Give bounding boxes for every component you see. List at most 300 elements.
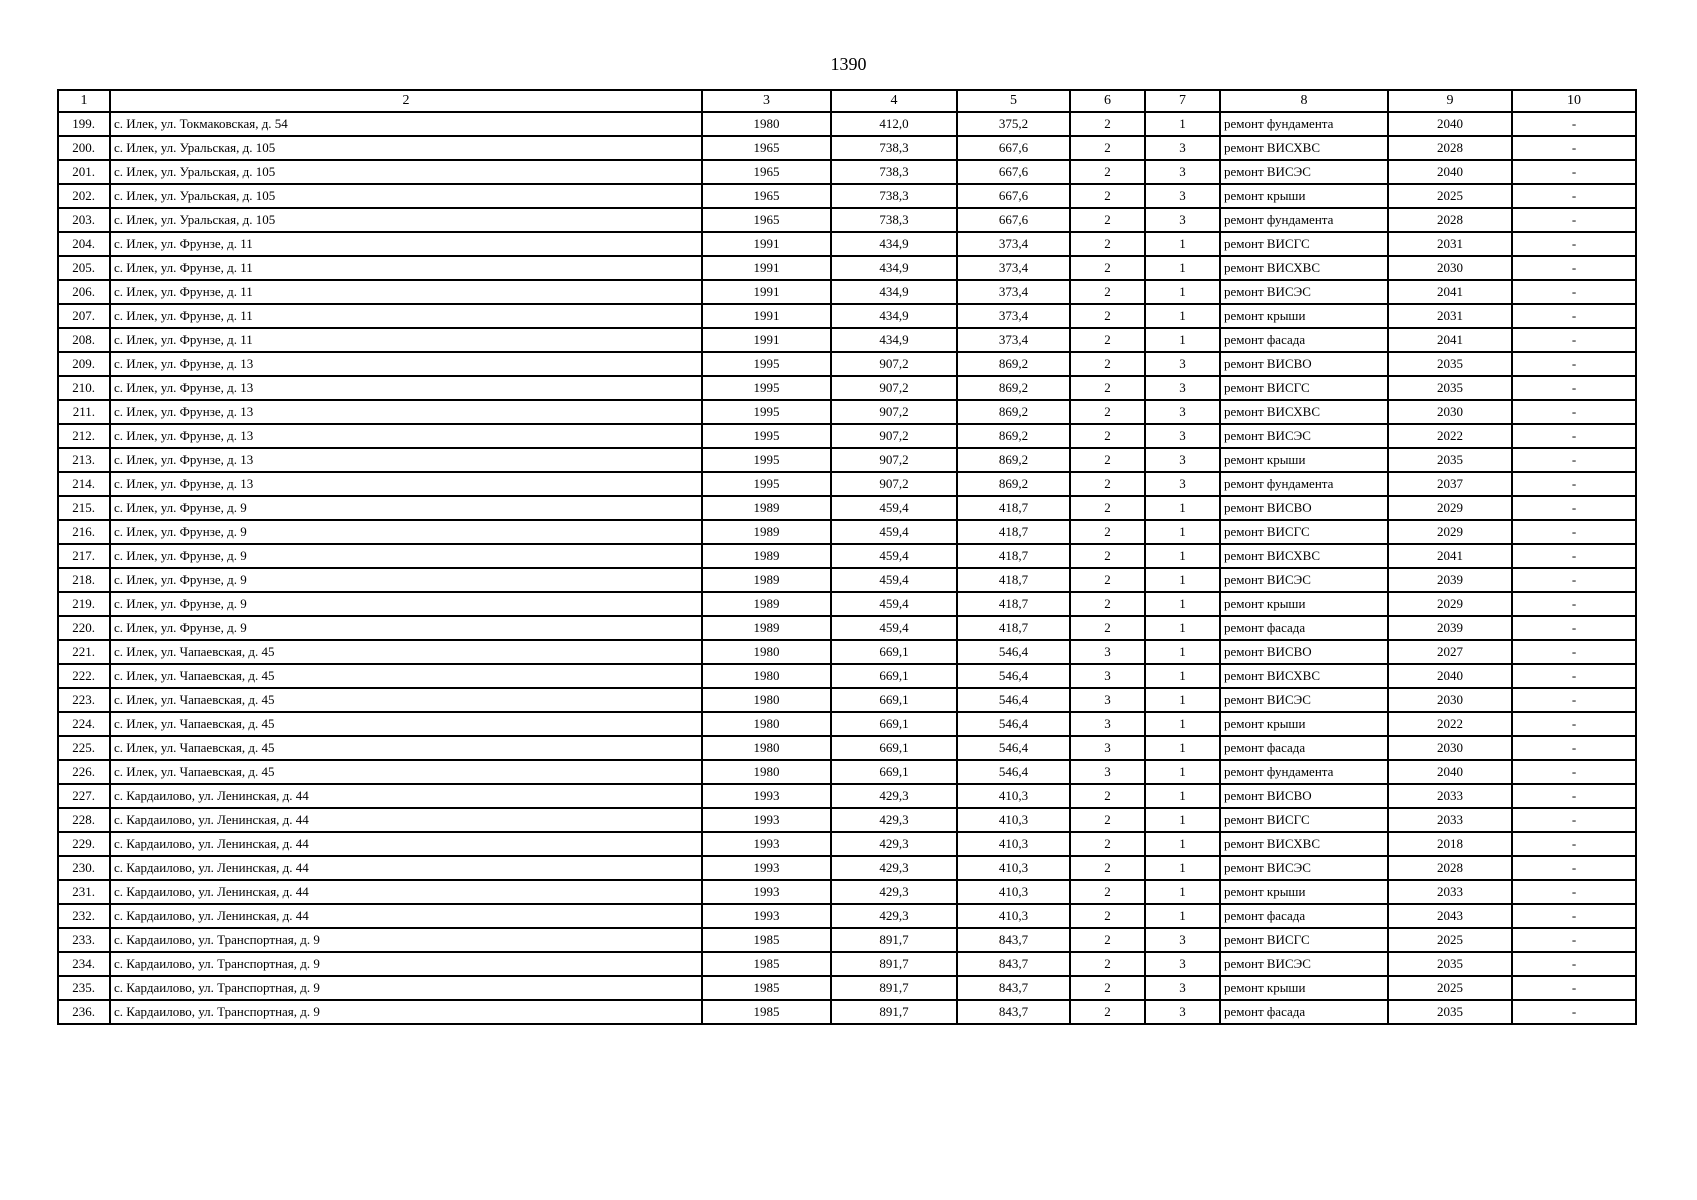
header-cell: 7 bbox=[1145, 90, 1220, 112]
year-cell: 1980 bbox=[702, 112, 831, 136]
row-number-cell: 227. bbox=[58, 784, 110, 808]
floors-cell: 2 bbox=[1070, 280, 1145, 304]
header-row bbox=[58, 90, 1636, 112]
living-area-cell: 869,2 bbox=[957, 352, 1070, 376]
plan-year-cell: 2037 bbox=[1388, 472, 1512, 496]
entrances-cell: 3 bbox=[1145, 208, 1220, 232]
table-row bbox=[58, 184, 1636, 208]
living-area-cell: 373,4 bbox=[957, 280, 1070, 304]
header-cell: 6 bbox=[1070, 90, 1145, 112]
total-area-cell: 459,4 bbox=[831, 568, 957, 592]
work-type-cell: ремонт ВИСВО bbox=[1220, 640, 1388, 664]
living-area-cell: 869,2 bbox=[957, 376, 1070, 400]
table-row bbox=[58, 256, 1636, 280]
plan-year-cell: 2033 bbox=[1388, 784, 1512, 808]
plan-year-cell: 2039 bbox=[1388, 616, 1512, 640]
table-row bbox=[58, 232, 1636, 256]
year-cell: 1993 bbox=[702, 856, 831, 880]
work-type-cell: ремонт фундамента bbox=[1220, 760, 1388, 784]
note-cell: - bbox=[1512, 592, 1636, 616]
row-number-cell: 211. bbox=[58, 400, 110, 424]
total-area-cell: 429,3 bbox=[831, 832, 957, 856]
note-cell: - bbox=[1512, 760, 1636, 784]
work-type-cell: ремонт ВИСХВС bbox=[1220, 544, 1388, 568]
floors-cell: 2 bbox=[1070, 184, 1145, 208]
plan-year-cell: 2030 bbox=[1388, 400, 1512, 424]
work-type-cell: ремонт ВИСЭС bbox=[1220, 688, 1388, 712]
plan-year-cell: 2029 bbox=[1388, 496, 1512, 520]
address-cell: с. Илек, ул. Уральская, д. 105 bbox=[110, 184, 702, 208]
table-row bbox=[58, 592, 1636, 616]
table-row bbox=[58, 328, 1636, 352]
note-cell: - bbox=[1512, 856, 1636, 880]
entrances-cell: 1 bbox=[1145, 616, 1220, 640]
row-number-cell: 216. bbox=[58, 520, 110, 544]
year-cell: 1991 bbox=[702, 256, 831, 280]
year-cell: 1989 bbox=[702, 616, 831, 640]
floors-cell: 2 bbox=[1070, 304, 1145, 328]
entrances-cell: 3 bbox=[1145, 400, 1220, 424]
row-number-cell: 210. bbox=[58, 376, 110, 400]
table-row bbox=[58, 352, 1636, 376]
entrances-cell: 1 bbox=[1145, 904, 1220, 928]
year-cell: 1995 bbox=[702, 448, 831, 472]
floors-cell: 2 bbox=[1070, 208, 1145, 232]
total-area-cell: 434,9 bbox=[831, 280, 957, 304]
row-number-cell: 213. bbox=[58, 448, 110, 472]
year-cell: 1993 bbox=[702, 784, 831, 808]
note-cell: - bbox=[1512, 784, 1636, 808]
total-area-cell: 907,2 bbox=[831, 424, 957, 448]
year-cell: 1989 bbox=[702, 592, 831, 616]
work-type-cell: ремонт ВИСХВС bbox=[1220, 256, 1388, 280]
address-cell: с. Кардаилово, ул. Транспортная, д. 9 bbox=[110, 1000, 702, 1024]
note-cell: - bbox=[1512, 688, 1636, 712]
address-cell: с. Илек, ул. Чапаевская, д. 45 bbox=[110, 664, 702, 688]
floors-cell: 3 bbox=[1070, 760, 1145, 784]
work-type-cell: ремонт ВИСЭС bbox=[1220, 568, 1388, 592]
table-row bbox=[58, 304, 1636, 328]
floors-cell: 2 bbox=[1070, 448, 1145, 472]
repair-schedule-table bbox=[57, 89, 1637, 1025]
living-area-cell: 869,2 bbox=[957, 448, 1070, 472]
table-row bbox=[58, 616, 1636, 640]
table-row bbox=[58, 1000, 1636, 1024]
year-cell: 1989 bbox=[702, 496, 831, 520]
note-cell: - bbox=[1512, 208, 1636, 232]
plan-year-cell: 2041 bbox=[1388, 280, 1512, 304]
floors-cell: 2 bbox=[1070, 352, 1145, 376]
living-area-cell: 418,7 bbox=[957, 496, 1070, 520]
work-type-cell: ремонт фундамента bbox=[1220, 112, 1388, 136]
living-area-cell: 667,6 bbox=[957, 160, 1070, 184]
entrances-cell: 1 bbox=[1145, 496, 1220, 520]
living-area-cell: 418,7 bbox=[957, 616, 1070, 640]
work-type-cell: ремонт крыши bbox=[1220, 592, 1388, 616]
page-number: 1390 bbox=[830, 54, 867, 74]
work-type-cell: ремонт фундамента bbox=[1220, 208, 1388, 232]
living-area-cell: 418,7 bbox=[957, 568, 1070, 592]
entrances-cell: 1 bbox=[1145, 328, 1220, 352]
address-cell: с. Кардаилово, ул. Транспортная, д. 9 bbox=[110, 928, 702, 952]
living-area-cell: 546,4 bbox=[957, 736, 1070, 760]
work-type-cell: ремонт фасада bbox=[1220, 1000, 1388, 1024]
entrances-cell: 1 bbox=[1145, 760, 1220, 784]
year-cell: 1980 bbox=[702, 736, 831, 760]
year-cell: 1989 bbox=[702, 568, 831, 592]
work-type-cell: ремонт крыши bbox=[1220, 184, 1388, 208]
note-cell: - bbox=[1512, 712, 1636, 736]
year-cell: 1995 bbox=[702, 472, 831, 496]
work-type-cell: ремонт крыши bbox=[1220, 712, 1388, 736]
table-row bbox=[58, 664, 1636, 688]
plan-year-cell: 2041 bbox=[1388, 544, 1512, 568]
row-number-cell: 209. bbox=[58, 352, 110, 376]
address-cell: с. Кардаилово, ул. Ленинская, д. 44 bbox=[110, 904, 702, 928]
living-area-cell: 546,4 bbox=[957, 664, 1070, 688]
living-area-cell: 418,7 bbox=[957, 592, 1070, 616]
total-area-cell: 429,3 bbox=[831, 808, 957, 832]
entrances-cell: 3 bbox=[1145, 376, 1220, 400]
row-number-cell: 222. bbox=[58, 664, 110, 688]
row-number-cell: 201. bbox=[58, 160, 110, 184]
floors-cell: 3 bbox=[1070, 712, 1145, 736]
address-cell: с. Кардаилово, ул. Ленинская, д. 44 bbox=[110, 808, 702, 832]
note-cell: - bbox=[1512, 808, 1636, 832]
row-number-cell: 230. bbox=[58, 856, 110, 880]
year-cell: 1995 bbox=[702, 400, 831, 424]
living-area-cell: 410,3 bbox=[957, 784, 1070, 808]
total-area-cell: 907,2 bbox=[831, 352, 957, 376]
living-area-cell: 418,7 bbox=[957, 520, 1070, 544]
entrances-cell: 3 bbox=[1145, 352, 1220, 376]
row-number-cell: 208. bbox=[58, 328, 110, 352]
work-type-cell: ремонт ВИСХВС bbox=[1220, 400, 1388, 424]
row-number-cell: 233. bbox=[58, 928, 110, 952]
plan-year-cell: 2022 bbox=[1388, 712, 1512, 736]
living-area-cell: 410,3 bbox=[957, 904, 1070, 928]
row-number-cell: 212. bbox=[58, 424, 110, 448]
entrances-cell: 3 bbox=[1145, 448, 1220, 472]
entrances-cell: 1 bbox=[1145, 736, 1220, 760]
year-cell: 1989 bbox=[702, 520, 831, 544]
floors-cell: 2 bbox=[1070, 568, 1145, 592]
table-row bbox=[58, 448, 1636, 472]
year-cell: 1995 bbox=[702, 424, 831, 448]
address-cell: с. Илек, ул. Фрунзе, д. 13 bbox=[110, 424, 702, 448]
living-area-cell: 410,3 bbox=[957, 808, 1070, 832]
floors-cell: 2 bbox=[1070, 400, 1145, 424]
table-row bbox=[58, 736, 1636, 760]
note-cell: - bbox=[1512, 952, 1636, 976]
header-cell: 8 bbox=[1220, 90, 1388, 112]
entrances-cell: 1 bbox=[1145, 592, 1220, 616]
living-area-cell: 869,2 bbox=[957, 400, 1070, 424]
living-area-cell: 546,4 bbox=[957, 760, 1070, 784]
note-cell: - bbox=[1512, 448, 1636, 472]
note-cell: - bbox=[1512, 400, 1636, 424]
entrances-cell: 1 bbox=[1145, 280, 1220, 304]
total-area-cell: 891,7 bbox=[831, 952, 957, 976]
work-type-cell: ремонт фундамента bbox=[1220, 472, 1388, 496]
header-cell: 10 bbox=[1512, 90, 1636, 112]
year-cell: 1991 bbox=[702, 304, 831, 328]
plan-year-cell: 2040 bbox=[1388, 760, 1512, 784]
living-area-cell: 410,3 bbox=[957, 832, 1070, 856]
row-number-cell: 217. bbox=[58, 544, 110, 568]
plan-year-cell: 2041 bbox=[1388, 328, 1512, 352]
living-area-cell: 373,4 bbox=[957, 328, 1070, 352]
plan-year-cell: 2043 bbox=[1388, 904, 1512, 928]
year-cell: 1993 bbox=[702, 808, 831, 832]
work-type-cell: ремонт фасада bbox=[1220, 904, 1388, 928]
address-cell: с. Илек, ул. Фрунзе, д. 9 bbox=[110, 592, 702, 616]
address-cell: с. Кардаилово, ул. Ленинская, д. 44 bbox=[110, 832, 702, 856]
year-cell: 1985 bbox=[702, 1000, 831, 1024]
note-cell: - bbox=[1512, 1000, 1636, 1024]
total-area-cell: 669,1 bbox=[831, 688, 957, 712]
note-cell: - bbox=[1512, 160, 1636, 184]
header-cell: 5 bbox=[957, 90, 1070, 112]
plan-year-cell: 2033 bbox=[1388, 808, 1512, 832]
floors-cell: 2 bbox=[1070, 544, 1145, 568]
entrances-cell: 1 bbox=[1145, 568, 1220, 592]
entrances-cell: 1 bbox=[1145, 304, 1220, 328]
floors-cell: 2 bbox=[1070, 928, 1145, 952]
plan-year-cell: 2039 bbox=[1388, 568, 1512, 592]
living-area-cell: 373,4 bbox=[957, 256, 1070, 280]
note-cell: - bbox=[1512, 880, 1636, 904]
table-row bbox=[58, 760, 1636, 784]
table-row bbox=[58, 712, 1636, 736]
total-area-cell: 459,4 bbox=[831, 496, 957, 520]
row-number-cell: 215. bbox=[58, 496, 110, 520]
work-type-cell: ремонт крыши bbox=[1220, 976, 1388, 1000]
plan-year-cell: 2025 bbox=[1388, 928, 1512, 952]
plan-year-cell: 2030 bbox=[1388, 256, 1512, 280]
year-cell: 1980 bbox=[702, 688, 831, 712]
note-cell: - bbox=[1512, 280, 1636, 304]
entrances-cell: 3 bbox=[1145, 136, 1220, 160]
entrances-cell: 1 bbox=[1145, 520, 1220, 544]
floors-cell: 2 bbox=[1070, 976, 1145, 1000]
floors-cell: 3 bbox=[1070, 640, 1145, 664]
table-row bbox=[58, 544, 1636, 568]
row-number-cell: 225. bbox=[58, 736, 110, 760]
living-area-cell: 546,4 bbox=[957, 640, 1070, 664]
floors-cell: 2 bbox=[1070, 328, 1145, 352]
note-cell: - bbox=[1512, 232, 1636, 256]
note-cell: - bbox=[1512, 520, 1636, 544]
row-number-cell: 232. bbox=[58, 904, 110, 928]
address-cell: с. Илек, ул. Фрунзе, д. 9 bbox=[110, 496, 702, 520]
living-area-cell: 843,7 bbox=[957, 976, 1070, 1000]
floors-cell: 2 bbox=[1070, 160, 1145, 184]
living-area-cell: 410,3 bbox=[957, 856, 1070, 880]
plan-year-cell: 2035 bbox=[1388, 448, 1512, 472]
plan-year-cell: 2027 bbox=[1388, 640, 1512, 664]
plan-year-cell: 2028 bbox=[1388, 136, 1512, 160]
note-cell: - bbox=[1512, 424, 1636, 448]
total-area-cell: 429,3 bbox=[831, 784, 957, 808]
address-cell: с. Илек, ул. Фрунзе, д. 13 bbox=[110, 376, 702, 400]
entrances-cell: 1 bbox=[1145, 712, 1220, 736]
entrances-cell: 1 bbox=[1145, 112, 1220, 136]
total-area-cell: 907,2 bbox=[831, 376, 957, 400]
table-row bbox=[58, 688, 1636, 712]
work-type-cell: ремонт ВИСВО bbox=[1220, 784, 1388, 808]
plan-year-cell: 2035 bbox=[1388, 952, 1512, 976]
plan-year-cell: 2040 bbox=[1388, 112, 1512, 136]
entrances-cell: 1 bbox=[1145, 784, 1220, 808]
table-row bbox=[58, 136, 1636, 160]
plan-year-cell: 2040 bbox=[1388, 664, 1512, 688]
row-number-cell: 207. bbox=[58, 304, 110, 328]
table-row bbox=[58, 976, 1636, 1000]
address-cell: с. Илек, ул. Фрунзе, д. 11 bbox=[110, 280, 702, 304]
floors-cell: 2 bbox=[1070, 616, 1145, 640]
note-cell: - bbox=[1512, 352, 1636, 376]
living-area-cell: 667,6 bbox=[957, 136, 1070, 160]
entrances-cell: 1 bbox=[1145, 544, 1220, 568]
total-area-cell: 669,1 bbox=[831, 640, 957, 664]
note-cell: - bbox=[1512, 304, 1636, 328]
year-cell: 1993 bbox=[702, 904, 831, 928]
address-cell: с. Илек, ул. Фрунзе, д. 9 bbox=[110, 568, 702, 592]
year-cell: 1995 bbox=[702, 352, 831, 376]
header-cell: 3 bbox=[702, 90, 831, 112]
plan-year-cell: 2035 bbox=[1388, 352, 1512, 376]
note-cell: - bbox=[1512, 328, 1636, 352]
address-cell: с. Илек, ул. Чапаевская, д. 45 bbox=[110, 688, 702, 712]
floors-cell: 2 bbox=[1070, 520, 1145, 544]
floors-cell: 2 bbox=[1070, 856, 1145, 880]
total-area-cell: 891,7 bbox=[831, 928, 957, 952]
floors-cell: 2 bbox=[1070, 880, 1145, 904]
table-row bbox=[58, 112, 1636, 136]
note-cell: - bbox=[1512, 568, 1636, 592]
work-type-cell: ремонт ВИСГС bbox=[1220, 928, 1388, 952]
address-cell: с. Илек, ул. Фрунзе, д. 13 bbox=[110, 472, 702, 496]
year-cell: 1965 bbox=[702, 160, 831, 184]
total-area-cell: 738,3 bbox=[831, 136, 957, 160]
total-area-cell: 434,9 bbox=[831, 304, 957, 328]
floors-cell: 2 bbox=[1070, 112, 1145, 136]
table-row bbox=[58, 832, 1636, 856]
table-row bbox=[58, 880, 1636, 904]
row-number-cell: 220. bbox=[58, 616, 110, 640]
floors-cell: 3 bbox=[1070, 736, 1145, 760]
note-cell: - bbox=[1512, 832, 1636, 856]
work-type-cell: ремонт ВИСГС bbox=[1220, 520, 1388, 544]
work-type-cell: ремонт ВИСХВС bbox=[1220, 664, 1388, 688]
year-cell: 1965 bbox=[702, 136, 831, 160]
work-type-cell: ремонт крыши bbox=[1220, 304, 1388, 328]
total-area-cell: 669,1 bbox=[831, 664, 957, 688]
address-cell: с. Илек, ул. Фрунзе, д. 13 bbox=[110, 400, 702, 424]
year-cell: 1980 bbox=[702, 712, 831, 736]
address-cell: с. Илек, ул. Фрунзе, д. 11 bbox=[110, 232, 702, 256]
note-cell: - bbox=[1512, 664, 1636, 688]
plan-year-cell: 2018 bbox=[1388, 832, 1512, 856]
header-cell: 9 bbox=[1388, 90, 1512, 112]
floors-cell: 2 bbox=[1070, 808, 1145, 832]
address-cell: с. Илек, ул. Токмаковская, д. 54 bbox=[110, 112, 702, 136]
year-cell: 1991 bbox=[702, 328, 831, 352]
plan-year-cell: 2025 bbox=[1388, 976, 1512, 1000]
work-type-cell: ремонт ВИСВО bbox=[1220, 496, 1388, 520]
living-area-cell: 843,7 bbox=[957, 952, 1070, 976]
row-number-cell: 221. bbox=[58, 640, 110, 664]
row-number-cell: 219. bbox=[58, 592, 110, 616]
floors-cell: 2 bbox=[1070, 904, 1145, 928]
living-area-cell: 843,7 bbox=[957, 1000, 1070, 1024]
note-cell: - bbox=[1512, 736, 1636, 760]
total-area-cell: 412,0 bbox=[831, 112, 957, 136]
floors-cell: 2 bbox=[1070, 472, 1145, 496]
floors-cell: 2 bbox=[1070, 424, 1145, 448]
row-number-cell: 236. bbox=[58, 1000, 110, 1024]
living-area-cell: 667,6 bbox=[957, 208, 1070, 232]
table-row bbox=[58, 928, 1636, 952]
header-cell: 2 bbox=[110, 90, 702, 112]
entrances-cell: 1 bbox=[1145, 232, 1220, 256]
total-area-cell: 669,1 bbox=[831, 760, 957, 784]
plan-year-cell: 2028 bbox=[1388, 208, 1512, 232]
table-row bbox=[58, 568, 1636, 592]
plan-year-cell: 2033 bbox=[1388, 880, 1512, 904]
floors-cell: 2 bbox=[1070, 232, 1145, 256]
entrances-cell: 1 bbox=[1145, 640, 1220, 664]
total-area-cell: 738,3 bbox=[831, 160, 957, 184]
plan-year-cell: 2029 bbox=[1388, 520, 1512, 544]
living-area-cell: 410,3 bbox=[957, 880, 1070, 904]
living-area-cell: 869,2 bbox=[957, 424, 1070, 448]
total-area-cell: 907,2 bbox=[831, 448, 957, 472]
work-type-cell: ремонт ВИСГС bbox=[1220, 376, 1388, 400]
total-area-cell: 434,9 bbox=[831, 328, 957, 352]
entrances-cell: 3 bbox=[1145, 928, 1220, 952]
total-area-cell: 907,2 bbox=[831, 400, 957, 424]
total-area-cell: 459,4 bbox=[831, 544, 957, 568]
table-row bbox=[58, 520, 1636, 544]
floors-cell: 2 bbox=[1070, 256, 1145, 280]
note-cell: - bbox=[1512, 544, 1636, 568]
table-row bbox=[58, 808, 1636, 832]
entrances-cell: 3 bbox=[1145, 160, 1220, 184]
address-cell: с. Илек, ул. Чапаевская, д. 45 bbox=[110, 760, 702, 784]
table-row bbox=[58, 160, 1636, 184]
work-type-cell: ремонт ВИСЭС bbox=[1220, 424, 1388, 448]
year-cell: 1965 bbox=[702, 208, 831, 232]
entrances-cell: 3 bbox=[1145, 1000, 1220, 1024]
total-area-cell: 738,3 bbox=[831, 208, 957, 232]
address-cell: с. Кардаилово, ул. Ленинская, д. 44 bbox=[110, 856, 702, 880]
floors-cell: 3 bbox=[1070, 664, 1145, 688]
header-cell: 4 bbox=[831, 90, 957, 112]
floors-cell: 2 bbox=[1070, 832, 1145, 856]
row-number-cell: 226. bbox=[58, 760, 110, 784]
entrances-cell: 1 bbox=[1145, 808, 1220, 832]
work-type-cell: ремонт фасада bbox=[1220, 328, 1388, 352]
table-row bbox=[58, 784, 1636, 808]
address-cell: с. Илек, ул. Фрунзе, д. 9 bbox=[110, 520, 702, 544]
row-number-cell: 204. bbox=[58, 232, 110, 256]
plan-year-cell: 2030 bbox=[1388, 736, 1512, 760]
plan-year-cell: 2028 bbox=[1388, 856, 1512, 880]
total-area-cell: 429,3 bbox=[831, 856, 957, 880]
table-row bbox=[58, 208, 1636, 232]
